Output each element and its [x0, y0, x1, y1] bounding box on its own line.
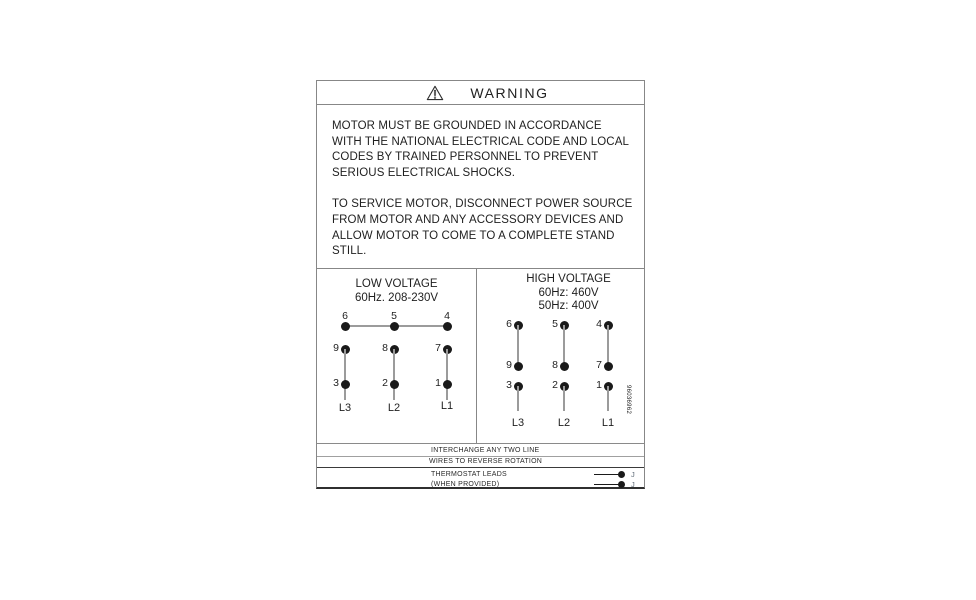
lv-terminal-label: 8	[382, 342, 388, 354]
lv-terminal-dot	[341, 380, 350, 389]
hv-wire	[607, 386, 609, 411]
lead-terminal-dot	[618, 471, 625, 478]
lv-terminal-label: 1	[435, 377, 441, 389]
hv-wire	[563, 325, 565, 366]
lv-wire	[344, 349, 346, 400]
lead-terminal-dot	[618, 481, 625, 488]
lv-terminal-label: 9	[333, 342, 339, 354]
hv-wire	[517, 386, 519, 411]
reverse-rotation-note-line1	[317, 443, 644, 456]
warning-paragraph-service: TO SERVICE MOTOR, DISCONNECT POWER SOURCE FROM MOTOR AND ANY ACCESSORY DEVICES AND ALLOW MOTOR TO COME TO A COMPLETE STAND STILL.	[332, 198, 633, 258]
motor-warning-label	[316, 80, 645, 489]
note-text: WIRES TO REVERSE ROTATION	[429, 458, 543, 465]
lv-terminal-label: 7	[435, 342, 441, 354]
lead-wire	[594, 474, 619, 476]
lv-line-label: L2	[387, 402, 401, 414]
lv-wire	[446, 349, 448, 400]
hv-terminal-label: 5	[552, 318, 558, 330]
lv-terminal-dot	[341, 322, 350, 331]
wiring-diagram-section	[317, 268, 644, 444]
hv-wire	[517, 325, 519, 366]
thermostat-lead-symbol	[594, 471, 640, 479]
high-voltage-subtitle-60hz: 60Hz: 460V	[538, 287, 599, 299]
warning-triangle-icon	[426, 85, 444, 101]
warning-title: WARNING	[470, 84, 549, 101]
lv-line-label: L1	[440, 400, 454, 412]
lv-line-label: L3	[338, 402, 352, 414]
hv-terminal-label: 6	[506, 318, 512, 330]
hv-terminal-label: 8	[552, 359, 558, 371]
note-text: INTERCHANGE ANY TWO LINE	[431, 447, 540, 454]
hv-terminal-dot	[560, 362, 569, 371]
lead-label: J	[631, 470, 635, 479]
hv-line-label: L1	[601, 417, 615, 429]
hv-terminal-label: 1	[596, 379, 602, 391]
high-voltage-panel	[477, 269, 644, 444]
hv-wire	[563, 386, 565, 411]
lv-terminal-label: 6	[342, 310, 348, 322]
part-number: 96036962	[625, 385, 631, 415]
hv-terminal-label: 3	[506, 379, 512, 391]
lead-label: J	[631, 480, 635, 489]
lead-wire	[594, 484, 619, 486]
lv-terminal-label: 3	[333, 377, 339, 389]
hv-terminal-label: 2	[552, 379, 558, 391]
reverse-rotation-note-line2	[317, 456, 644, 467]
warning-paragraph-grounding: MOTOR MUST BE GROUNDED IN ACCORDANCE WITH THE NATIONAL ELECTRICAL CODE AND LOCAL CODES BY TRAINED PERSONNEL TO PREVENT SERIOUS ELECTRICAL SHOCKS.	[332, 120, 629, 179]
hv-terminal-label: 9	[506, 359, 512, 371]
hv-terminal-dot	[604, 362, 613, 371]
high-voltage-title: HIGH VOLTAGE	[526, 273, 611, 285]
hv-line-label: L3	[511, 417, 525, 429]
lv-terminal-label: 2	[382, 377, 388, 389]
thermostat-leads-text: THERMOSTAT LEADS	[431, 471, 507, 478]
lv-terminal-label: 5	[391, 310, 397, 322]
lv-terminal-dot	[443, 322, 452, 331]
thermostat-leads-row	[317, 467, 644, 488]
warning-header	[317, 81, 644, 105]
low-voltage-title: LOW VOLTAGE	[355, 278, 438, 290]
lv-wire	[393, 349, 395, 400]
lv-terminal-dot	[443, 380, 452, 389]
hv-terminal-label: 4	[596, 318, 602, 330]
hv-wire	[607, 325, 609, 366]
lv-terminal-label: 4	[444, 310, 450, 322]
low-voltage-panel	[317, 269, 477, 444]
high-voltage-subtitle-50hz: 50Hz: 400V	[538, 300, 599, 312]
warning-text-section	[332, 119, 634, 276]
hv-terminal-dot	[514, 362, 523, 371]
when-provided-text: (WHEN PROVIDED)	[431, 481, 500, 488]
hv-line-label: L2	[557, 417, 571, 429]
hv-terminal-label: 7	[596, 359, 602, 371]
lv-terminal-dot	[390, 380, 399, 389]
lv-terminal-dot	[390, 322, 399, 331]
thermostat-lead-symbol	[594, 481, 640, 489]
low-voltage-subtitle: 60Hz. 208-230V	[354, 292, 439, 304]
